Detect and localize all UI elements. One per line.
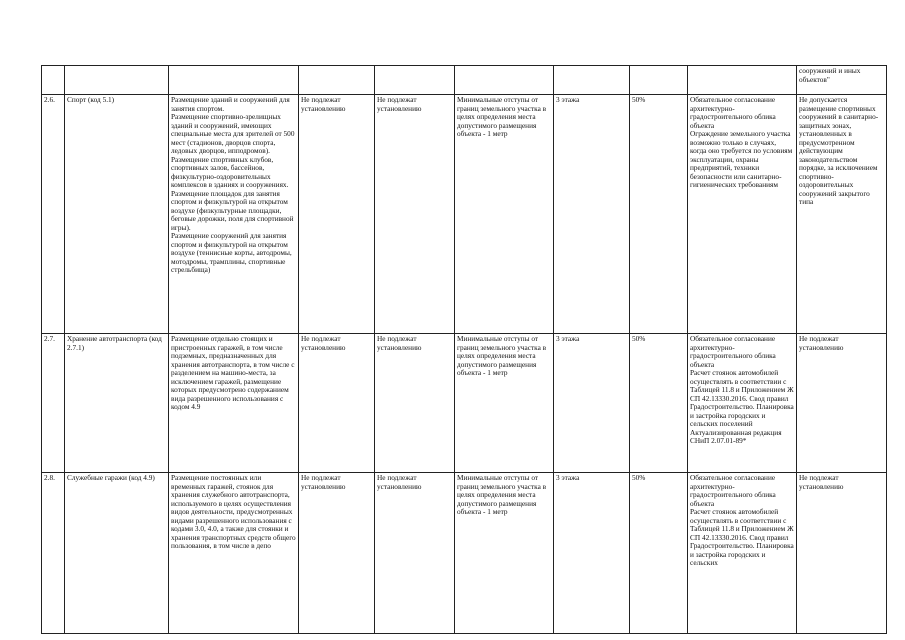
cell-col5: Не подлежат установлению: [375, 95, 455, 334]
cell-col5: [375, 66, 455, 95]
cell-floors: 3 этажа: [554, 473, 630, 634]
cell-name: Хранение автотранспорта (код 2.7.1): [65, 334, 169, 473]
cell-restrictions: Не подлежат установлению: [797, 334, 887, 473]
cell-setbacks: Минимальные отступы от границ земельного участка в целях определения места допустимого размещения объекта - 1 метр: [455, 473, 554, 634]
table-row-continuation: [42, 66, 887, 95]
cell-coverage: 50%: [630, 95, 688, 334]
table-row: [42, 473, 887, 634]
cell-description: Размещение зданий и сооружений для занятия спортом. Размещение спортивно-зрелищных зданий и сооружений, имеющих специальные места для зрителей от 500 мест (стадионов, дворцов спорта, ледовых дворцов, ипподромов). Размещение спортивных клубов, спортивных залов, бассейнов, физкультурно-оздоровительных комплексов в зданиях и сооружениях. Размещение площадок для занятия спортом и физкультурой на открытом воздухе (физкультурные площадки, беговые дорожки, поля для спортивной игры). Размещение сооружений для занятия спортом и физкультурой на открытом воздухе (теннисные корты, автодромы, мотодромы, трамплины, спортивные стрельбища): [169, 95, 299, 334]
cell-setbacks: Минимальные отступы от границ земельного участка в целях определения места допустимого размещения объекта - 1 метр: [455, 334, 554, 473]
cell-restrictions: Не допускается размещение спортивных сооружений в санитарно-защитных зонах, установленных в предусмотренном действующим законодательством порядке, за исключением спортивно-оздоровительных сооружений закрытого типа: [797, 95, 887, 334]
cell-col5: Не подлежат установлению: [375, 473, 455, 634]
cell-name: Спорт (код 5.1): [65, 95, 169, 334]
table-row: [42, 334, 887, 473]
cell-floors: [554, 66, 630, 95]
cell-description: Размещение отдельно стоящих и пристроенных гаражей, в том числе подземных, предназначенных для хранения автотранспорта, в том числе с разделением на машино-места, за исключением гаражей, размещение которых предусмотрено содержанием вида разрешенного использования с кодом 4.9: [169, 334, 299, 473]
regulations-table: [41, 65, 887, 634]
cell-conditions: Обязательное согласование архитектурно-градостроительного облика объекта Расчет стоянок автомобилей осуществлять в соответствии с Таблицей 11.8 и Приложением Ж СП 42.13330.2016. Свод правил Градостроительство. Планировка и застройка городских и сельских: [688, 473, 797, 634]
cell-num: 2.6.: [42, 95, 65, 334]
cell-name: Служебные гаражи (код 4.9): [65, 473, 169, 634]
cell-col4: Не подлежат установлению: [299, 473, 375, 634]
cell-col4: Не подлежат установлению: [299, 95, 375, 334]
cell-conditions: [688, 66, 797, 95]
cell-col4: [299, 66, 375, 95]
cell-conditions: Обязательное согласование архитектурно-градостроительного облика объекта Ограждение земельного участка возможно только в случаях, когда оно требуется по условиям эксплуатации, охраны предприятий, техники безопасности или санитарно-гигиенических требованиям: [688, 95, 797, 334]
cell-floors: 3 этажа: [554, 334, 630, 473]
table-row: [42, 95, 887, 334]
cell-coverage: 50%: [630, 473, 688, 634]
cell-coverage: [630, 66, 688, 95]
cell-setbacks: [455, 66, 554, 95]
cell-num: 2.7.: [42, 334, 65, 473]
cell-restrictions: Не подлежат установлению: [797, 473, 887, 634]
cell-name: [65, 66, 169, 95]
cell-description: [169, 66, 299, 95]
cell-col4: Не подлежат установлению: [299, 334, 375, 473]
cell-num: 2.8.: [42, 473, 65, 634]
cell-coverage: 50%: [630, 334, 688, 473]
cell-conditions: Обязательное согласование архитектурно-градостроительного облика объекта Расчет стоянок автомобилей осуществлять в соответствии с Таблицей 11.8 и Приложением Ж СП 42.13330.2016. Свод правил Градостроительство. Планировка и застройка городских и сельских поселений Актуализированная редакция СНиП 2.07.01-89*: [688, 334, 797, 473]
cell-num: [42, 66, 65, 95]
cell-setbacks: Минимальные отступы от границ земельного участка в целях определения места допустимого размещения объекта - 1 метр: [455, 95, 554, 334]
cell-restrictions: сооружений и иных объектов": [797, 66, 887, 95]
cell-description: Размещение постоянных или временных гаражей, стоянок для хранения служебного автотранспорта, используемого в целях осуществления видов деятельности, предусмотренных видами разрешенного использования с кодами 3.0, 4.0, а также для стоянки и хранения транспортных средств общего пользования, в том числе в депо: [169, 473, 299, 634]
cell-col5: Не подлежат установлению: [375, 334, 455, 473]
cell-floors: 3 этажа: [554, 95, 630, 334]
